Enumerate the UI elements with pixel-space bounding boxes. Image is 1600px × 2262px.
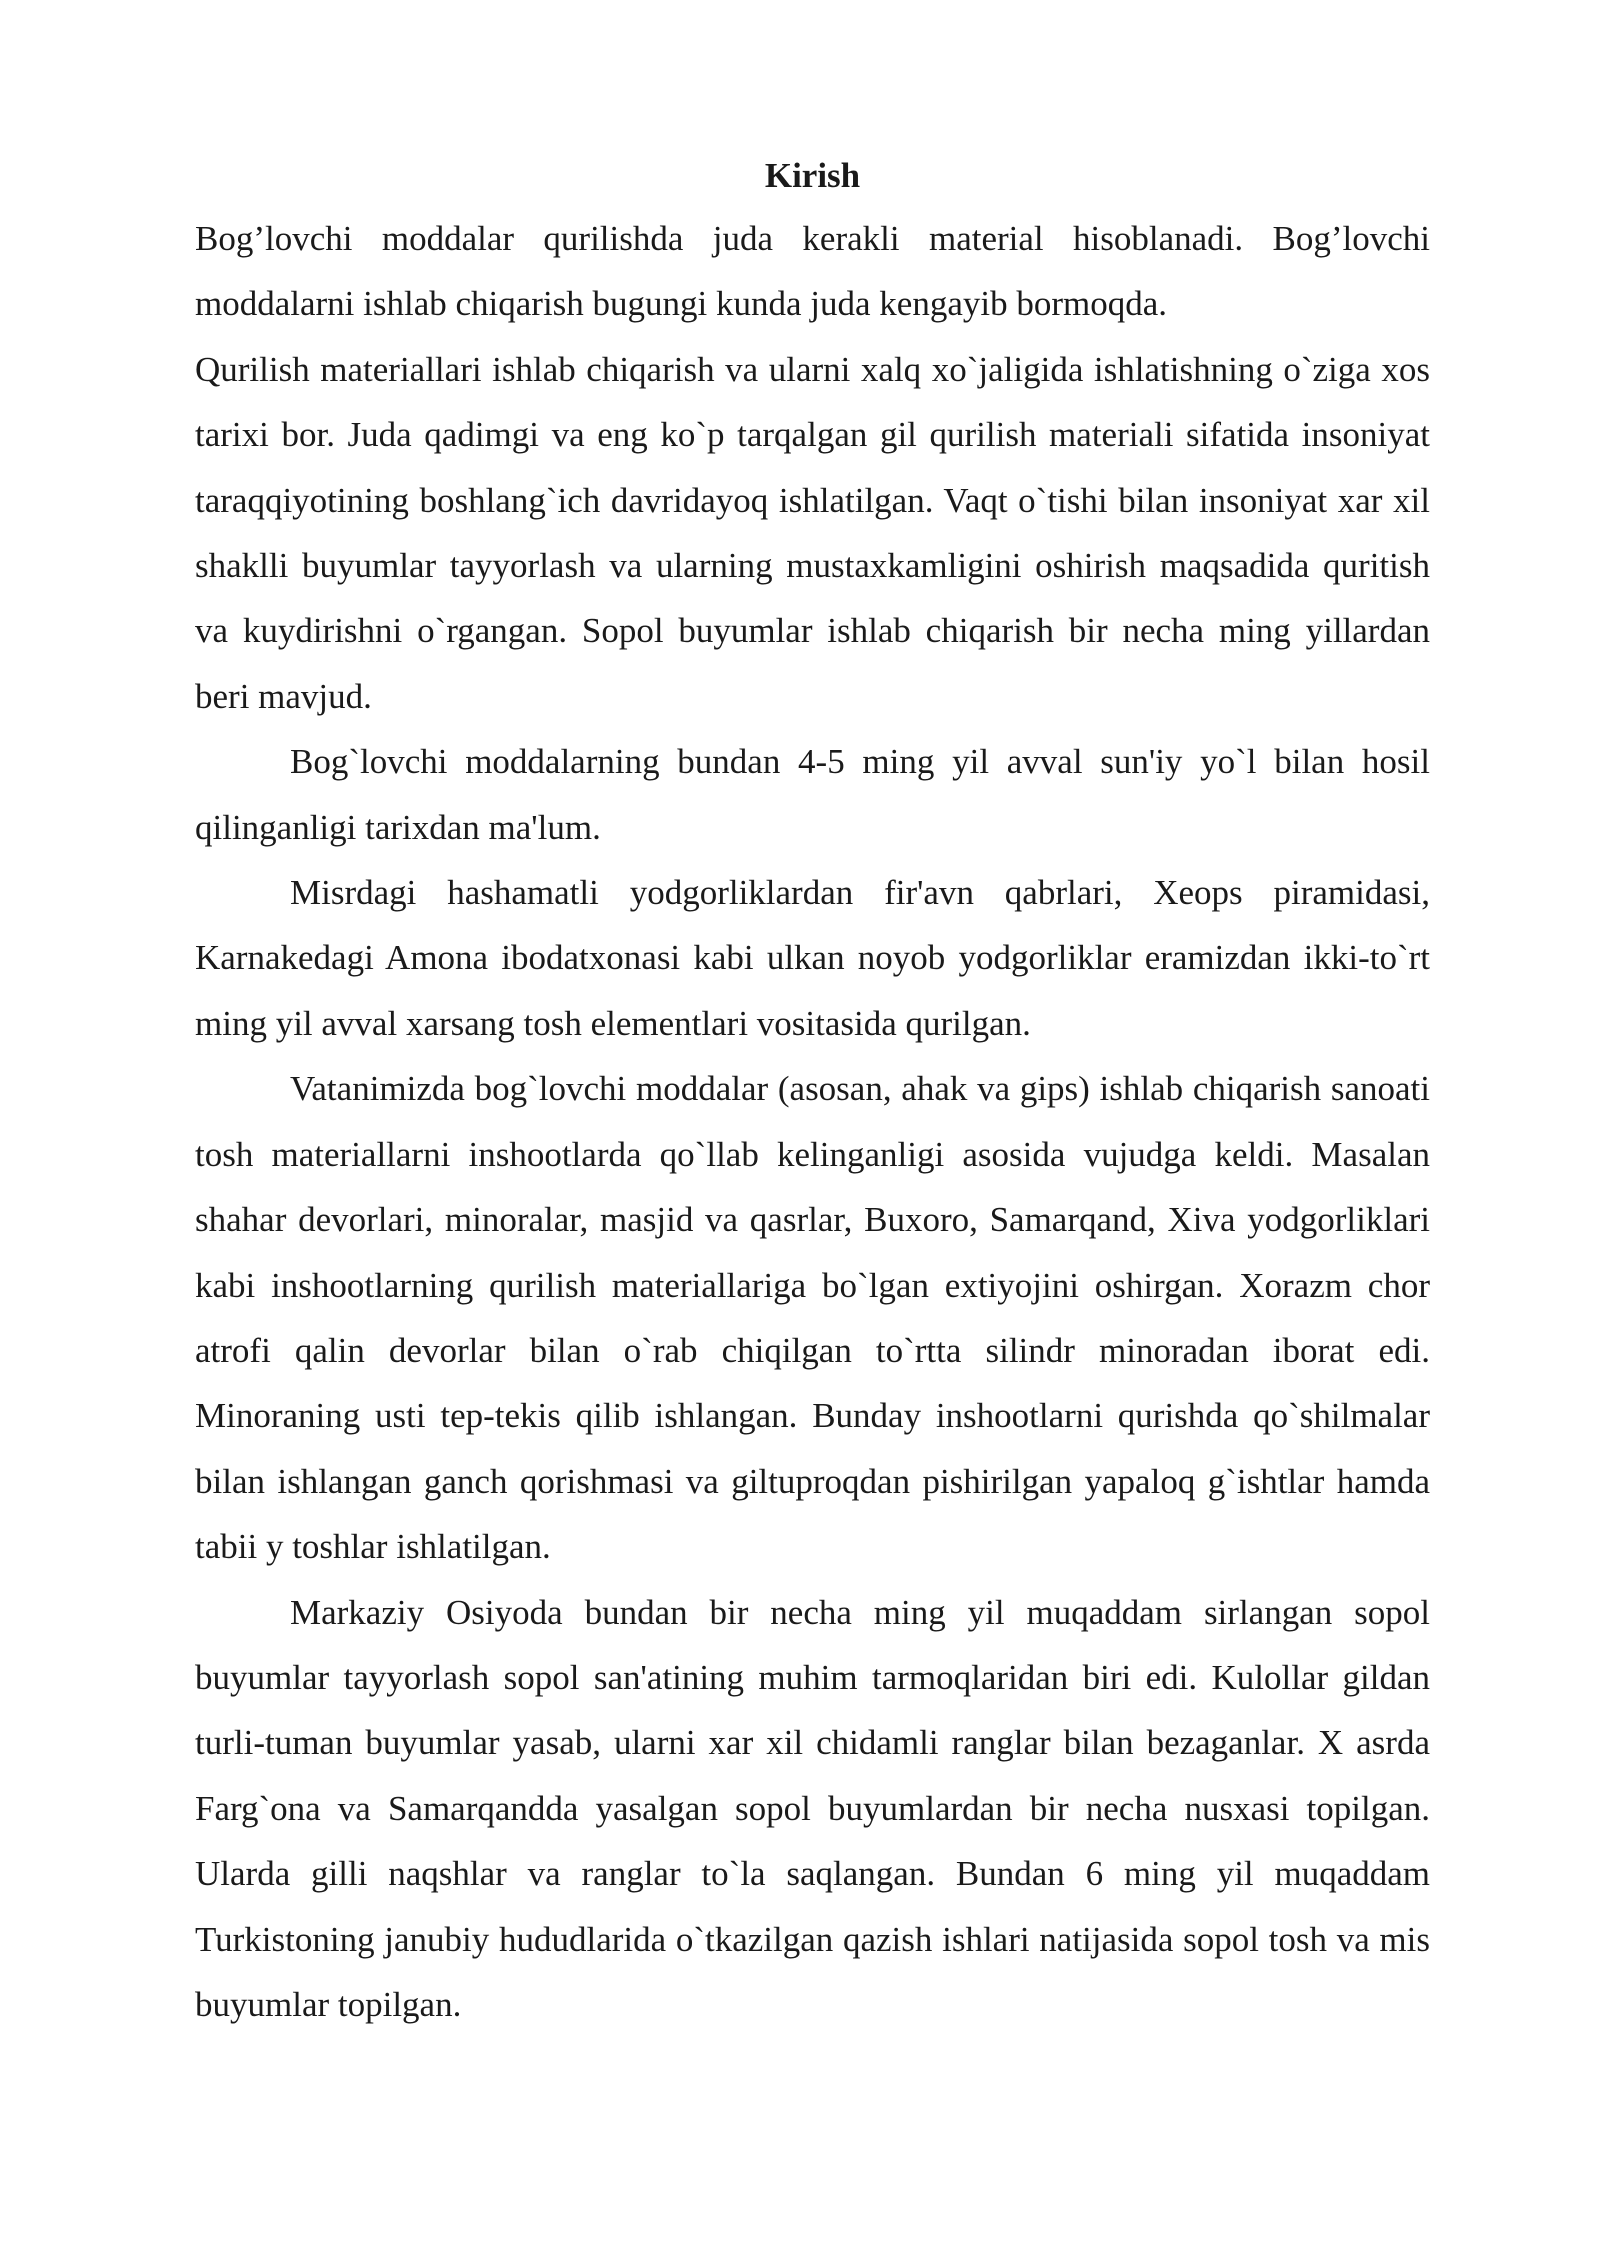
paragraph-homeland: Vatanimizda bog`lovchi moddalar (asosan, ahak va gips) ishlab chiqarish sanoati tosh materiallarni inshootlarda qo`llab kelinganligi asosida vujudga keldi. Masalan shahar devorlari, minoralar, masjid va qasrlar, Buxoro, Samarqand, Xiva yodgorliklari kabi inshootlarning qurilish materiallariga bo`lgan extiyojini oshirgan. Xorazm chor atrofi qalin devorlar bilan o`rab chiqilgan to`rtta silindr minoradan iborat edi. Minoraning usti tep-tekis qilib ishlangan. Bunday inshootlarni qurishda qo`shilmalar bilan ishlangan ganch qorishmasi va giltuproqdan pishirilgan yapaloq g`ishtlar hamda tabii y toshlar ishlatilgan.: [195, 1069, 1430, 1567]
paragraph-binders-origin: Bog`lovchi moddalarning bundan 4-5 ming yil avval sun'iy yo`l bilan hosil qilinganligi tarixdan ma'lum.: [195, 742, 1430, 847]
paragraph-history: Qurilish materiallari ishlab chiqarish va ularni xalq xo`jaligida ishlatishning o`ziga xos tarixi bor. Juda qadimgi va eng ko`p tarqalgan gil qurilish materiali sifatida insoniyat taraqqiyotining boshlang`ich davridayoq ishlatilgan. Vaqt o`tishi bilan insoniyat xar xil shaklli buyumlar tayyorlash va ularning mustaxkamligini oshirish maqsadida quritish va kuydirishni o`rgangan. Sopol buyumlar ishlab chiqarish bir necha ming yillardan beri mavjud.: [195, 349, 1430, 716]
paragraph-egypt: Misrdagi hashamatli yodgorliklardan fir'avn qabrlari, Xeops piramidasi, Karnakedagi Amona ibodatxonasi kabi ulkan noyob yodgorliklar eramizdan ikki-to`rt ming yil avval xarsang tosh elementlari vositasida qurilgan.: [195, 873, 1430, 1043]
document-title: Kirish: [764, 156, 861, 195]
paragraph-intro: Bog’lovchi moddalar qurilishda juda kerakli material hisoblanadi. Bog’lovchi moddalarni ishlab chiqarish bugungi kunda juda kengayib bormoqda.: [195, 219, 1430, 324]
document-body: [195, 146, 1430, 2037]
paragraph-central-asia: Markaziy Osiyoda bundan bir necha ming yil muqaddam sirlangan sopol buyumlar tayyorlash sopol san'atining muhim tarmoqlaridan biri edi. Kulollar gildan turli-tuman buyumlar yasab, ularni xar xil chidamli ranglar bilan bezaganlar. X asrda Farg`ona va Samarqandda yasalgan sopol buyumlardan bir necha nusxasi topilgan. Ularda gilli naqshlar va ranglar to`la saqlangan. Bundan 6 ming yil muqaddam Turkistoning janubiy hududlarida o`tkazilgan qazish ishlari natijasida sopol tosh va mis buyumlar topilgan.: [195, 1592, 1430, 2024]
